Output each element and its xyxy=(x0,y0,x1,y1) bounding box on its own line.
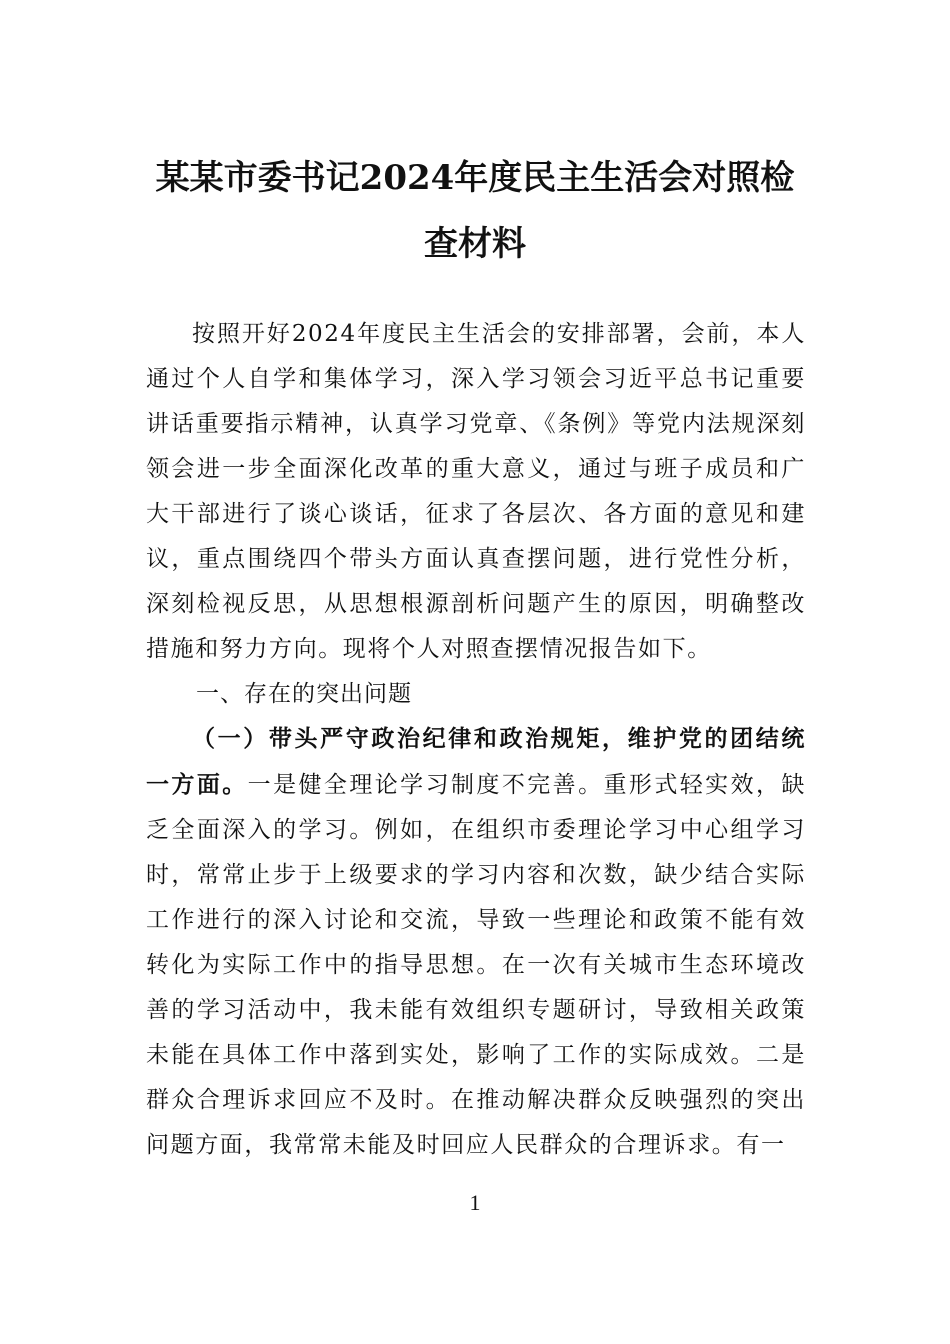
intro-paragraph: 按照开好2024年度民主生活会的安排部署，会前，本人通过个人自学和集体学习，深入学习领会习近平总书记重要讲话重要指示精神，认真学习党章、《条例》等党内法规深刻领会进一步全面深化改革的重大意义，通过与班子成员和广大干部进行了谈心谈话，征求了各层次、各方面的意见和建议，重点围绕四个带头方面认真查摆问题，进行党性分析，深刻检视反思，从思想根源剖析问题产生的原因，明确整改措施和努力方向。现将个人对照查摆情况报告如下。 xyxy=(146,321,806,662)
section-heading: 一、存在的突出问题 xyxy=(196,681,412,707)
subsection-heading: （一）带头严守政治纪律和政治规矩，维护党的团结统一方面。 xyxy=(146,725,806,798)
document-title-line-1: 某某市委书记2024年度民主生活会对照检 xyxy=(155,158,795,198)
document-title-line-2: 查材料 xyxy=(424,224,526,264)
subsection-paragraph xyxy=(146,716,806,1168)
intro-paragraph-block xyxy=(146,312,806,672)
subsection-paragraph-block xyxy=(146,716,806,1168)
page-number: 1 xyxy=(469,1190,481,1215)
subsection-body: 一是健全理论学习制度不完善。重形式轻实效，缺乏全面深入的学习。例如，在组织市委理论学习中心组学习时，常常止步于上级要求的学习内容和次数，缺少结合实际工作进行的深入讨论和交流，导致一些理论和政策不能有效转化为实际工作中的指导思想。在一次有关城市生态环境改善的学习活动中，我未能有效组织专题研讨，导致相关政策未能在具体工作中落到实处，影响了工作的实际成效。二是群众合理诉求回应不及时。在推动解决群众反映强烈的突出问题方面，我常常未能及时回应人民群众的合理诉求。有一 xyxy=(146,772,806,1158)
